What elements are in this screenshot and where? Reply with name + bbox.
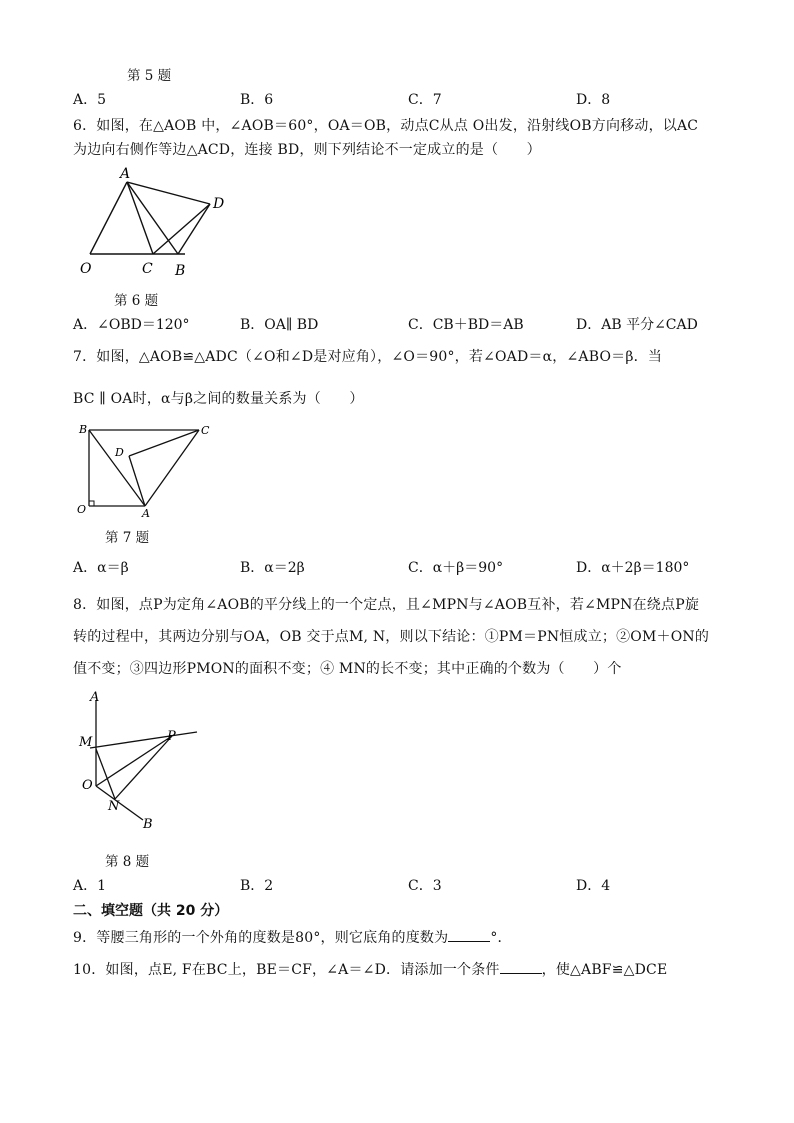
q7-stem-line2: BC ∥ OA时，α与β之间的数量关系为（ ） [73,391,364,407]
section-fill-in-title: 二、填空题（共 20 分） [73,903,229,919]
q6-figure [75,162,235,282]
q8-line-mp [90,732,197,748]
q6-segment-cd [153,204,210,254]
q8-label-b: B [143,817,153,832]
q8-option-c: C．3 [408,878,442,894]
q10-text-before: 10．如图，点E, F在BC上，BE＝CF，∠A＝∠D．请添加一个条件 [73,962,500,978]
q7-option-b: B．α＝2β [240,560,305,576]
q7-label-d: D [115,446,124,459]
q6-segment-bd [178,204,210,254]
q6-segment-ac [127,182,153,254]
q6-figure-caption: 第 6 题 [114,293,159,309]
q8-stem-line2: 转的过程中，其两边分别与OA，OB 交于点M, N，则以下结论：①PM＝PN恒成立；②OM＋ON的 [73,629,710,645]
q7-option-c: C．α＋β＝90° [408,560,504,576]
q6-option-a: A．∠OBD＝120° [73,317,190,333]
q6-option-c: C．CB＋BD＝AB [408,317,524,333]
q8-label-o: O [82,778,93,793]
q5-option-d: D．8 [576,92,611,108]
q7-label-o: O [77,503,87,516]
q9-stem [73,927,512,947]
q5-option-b: B．6 [240,92,274,108]
q8-label-p: P [167,729,176,744]
q6-option-b: B．OA∥ BD [240,317,319,333]
q7-label-b: B [79,423,88,436]
q8-label-a: A [90,690,100,705]
q7-figure-caption: 第 7 题 [105,530,150,546]
q7-figure [75,420,225,520]
q7-right-angle-mark [89,501,94,506]
q8-option-a: A．1 [73,878,107,894]
q7-label-c: C [201,424,210,437]
q8-label-n: N [108,799,120,814]
q6-label-b: B [175,263,186,279]
q8-label-m: M [79,735,93,750]
q8-figure-caption: 第 8 题 [105,854,150,870]
q6-stem-line1: 6．如图，在△AOB 中，∠AOB＝60°，OA＝OB，动点C从点 O出发，沿射线OB方向移动，以AC [73,118,699,134]
q7-label-a: A [142,507,150,520]
q7-segment-dc [129,430,199,456]
q7-segment-da [129,456,145,506]
q5-option-a: A．5 [73,92,107,108]
q9-answer-blank[interactable] [448,929,490,942]
q6-option-d: D．AB 平分∠CAD [576,317,698,333]
q6-segment-oa [90,182,127,254]
q10-answer-blank[interactable] [500,961,542,974]
q8-segment-mn [96,749,115,799]
q7-option-d: D．α＋2β＝180° [576,560,690,576]
q8-ray-ob [96,786,143,820]
q5-option-c: C．7 [408,92,442,108]
q8-option-b: B．2 [240,878,274,894]
q5-figure-caption: 第 5 题 [127,68,172,84]
q10-stem [73,959,667,979]
q9-text-after: °． [490,930,512,946]
q10-text-after: ，使△ABF≌△DCE [541,962,668,978]
q8-option-d: D．4 [576,878,611,894]
q7-option-a: A．α＝β [73,560,129,576]
q6-label-d: D [213,196,225,212]
q7-segment-ba [89,430,145,506]
q8-stem-line1: 8．如图，点P为定角∠AOB的平分线上的一个定点，且∠MPN与∠AOB互补，若∠MPN在绕点P旋 [73,597,700,613]
q6-label-a: A [120,166,131,182]
q6-label-c: C [142,261,153,277]
q7-stem-line1: 7．如图，△AOB≌△ADC（∠O和∠D是对应角），∠O＝90°，若∠OAD＝α，∠ABO＝β．当 [73,349,663,365]
q9-text-before: 9．等腰三角形的一个外角的度数是80°，则它底角的度数为 [73,930,449,946]
q8-figure [75,686,215,836]
q8-stem-line3: 值不变；③四边形PMON的面积不变；④ MN的长不变；其中正确的个数为（ ）个 [73,661,622,677]
q6-stem-line2: 为边向右侧作等边△ACD，连接 BD，则下列结论不一定成立的是（ ） [73,142,541,158]
q7-segment-ca [145,430,199,506]
q6-label-o: O [80,261,92,277]
